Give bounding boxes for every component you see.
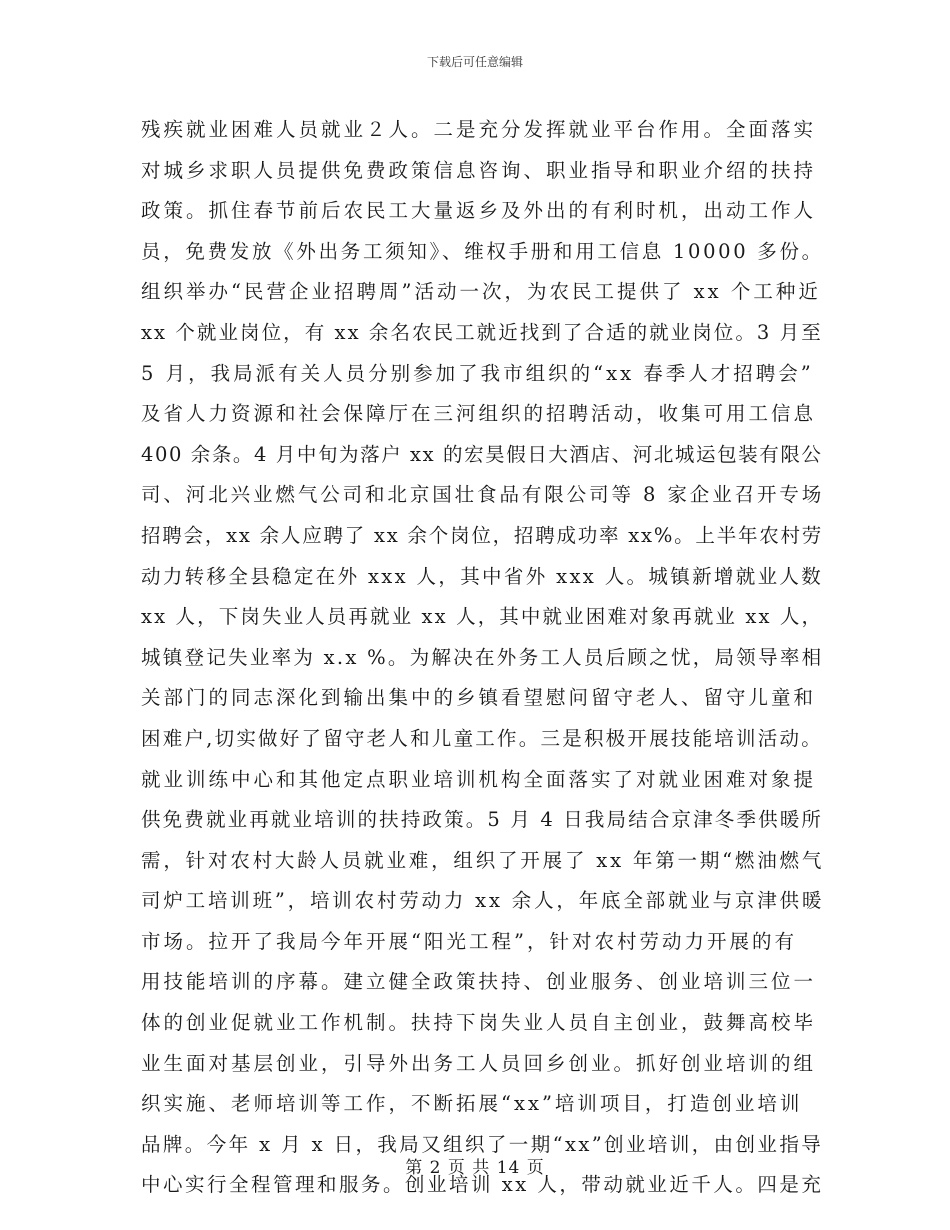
body-text [141,110,825,1206]
text-line: 中心实行全程管理和服务。创业培训 xx 人，带动就业近千人。四是充 [141,1173,824,1197]
text-line: 政策。抓住春节前后农民工大量返乡及外出的有利时机，出动工作人 [141,199,817,223]
text-line: xx 人，下岗失业人员再就业 xx 人，其中就业困难对象再就业 xx 人， [141,605,824,629]
text-line: 供免费就业再就业培训的扶持政策。5 月 4 日我局结合京津冬季供暖所 [141,808,824,832]
text-line: 关部门的同志深化到输出集中的乡镇看望慰问留守老人、留守儿童和 [141,686,817,710]
text-line: 困难户,切实做好了留守老人和儿童工作。三是积极开展技能培训活动。 [141,726,823,750]
page-header: 下载后可任意编辑 [426,55,523,69]
text-line: 织实施、老师培训等工作，不断拓展“xx”培训项目，打造创业培训 [141,1092,803,1116]
text-line: 体的创业促就业工作机制。扶持下岗失业人员自主创业，鼓舞高校毕 [141,1011,817,1035]
text-line: 司、河北兴业燃气公司和北京国壮食品有限公司等 8 家企业召开专场 [141,483,825,507]
text-line: 5 月，我局派有关人员分别参加了我市组织的“xx 春季人才招聘会” [141,361,814,385]
text-line: 员，免费发放《外出务工须知》、维权手册和用工信息 10000 多份。 [141,239,824,263]
text-line: 城镇登记失业率为 x.x %。为解决在外务工人员后顾之忧，局领导率相 [141,645,824,669]
text-line: 动力转移全县稳定在外 xxx 人，其中省外 xxx 人。城镇新增就业人数 [141,564,824,588]
text-line: 用技能培训的序幕。建立健全政策扶持、创业服务、创业培训三位一 [141,970,817,994]
text-line: 残疾就业困难人员就业２人。二是充分发挥就业平台作用。全面落实 [141,118,817,141]
text-line: 业生面对基层创业，引导外出务工人员回乡创业。抓好创业培训的组 [141,1051,817,1075]
text-line: xx 个就业岗位，有 xx 余名农民工就近找到了合适的就业岗位。3 月至 [141,320,823,344]
text-line: 对城乡求职人员提供免费政策信息咨询、职业指导和职业介绍的扶持 [141,158,817,182]
text-line: 需，针对农村大龄人员就业难，组织了开展了 xx 年第一期“燃油燃气 [141,848,825,872]
page-footer: 第 2 页 共 14 页 [405,1158,545,1178]
text-line: 400 余条。4 月中旬为落户 xx 的宏昊假日大酒店、河北城运包装有限公 [141,442,823,466]
text-line: 市场。拉开了我局今年开展“阳光工程”，针对农村劳动力开展的有 [141,929,797,953]
text-line: 司炉工培训班”，培训农村劳动力 xx 余人，年底全部就业与京津供暖 [141,889,825,913]
text-line: 招聘会，xx 余人应聘了 xx 余个岗位，招聘成功率 xx%。上半年农村劳 [141,523,824,547]
text-line: 就业训练中心和其他定点职业培训机构全面落实了对就业困难对象提 [141,767,817,791]
text-line: 品牌。今年 x 月 x 日，我局又组织了一期“xx”创业培训，由创业指导 [141,1132,824,1156]
text-line: 及省人力资源和社会保障厅在三河组织的招聘活动，收集可用工信息 [141,402,817,426]
text-line: 组织举办“民营企业招聘周”活动一次，为农民工提供了 xx 个工种近 [141,280,821,304]
